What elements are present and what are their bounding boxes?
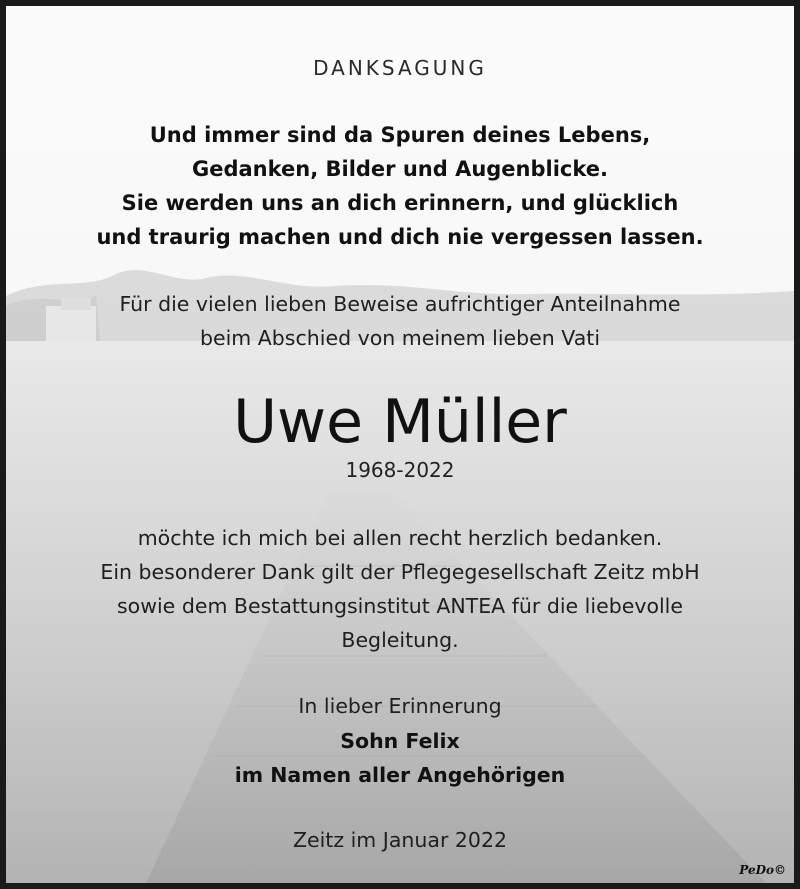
poem-line: Sie werden uns an dich erinnern, und glücklich <box>121 191 679 215</box>
poem-line: Und immer sind da Spuren deines Lebens, <box>149 123 651 147</box>
signer-note: im Namen aller Angehörigen <box>234 763 566 787</box>
place-date: Zeitz im Januar 2022 <box>292 828 508 852</box>
memory-line: In lieber Erinnerung <box>298 694 502 718</box>
deceased-name: Uwe Müller <box>233 387 567 457</box>
thanks-line: möchte ich mich bei allen recht herzlich bedanken. <box>137 526 663 550</box>
heading: DANKSAGUNG <box>313 56 487 80</box>
publisher-logo: PeDo© <box>739 863 786 877</box>
notice-content <box>6 6 794 883</box>
thanks-line: Ein besonderer Dank gilt der Pflegegesellschaft Zeitz mbH <box>100 560 700 584</box>
poem-line: und traurig machen und dich nie vergessen lassen. <box>96 225 704 249</box>
intro-line: Für die vielen lieben Beweise aufrichtiger Anteilnahme <box>119 292 681 316</box>
thanks-line: sowie dem Bestattungsinstitut ANTEA für die liebevolle <box>117 594 683 618</box>
signer: Sohn Felix <box>340 729 460 753</box>
intro-line: beim Abschied von meinem lieben Vati <box>199 326 601 350</box>
life-years: 1968-2022 <box>345 458 455 482</box>
thanks-line: Begleitung. <box>341 628 459 652</box>
poem-line: Gedanken, Bilder und Augenblicke. <box>191 157 609 181</box>
